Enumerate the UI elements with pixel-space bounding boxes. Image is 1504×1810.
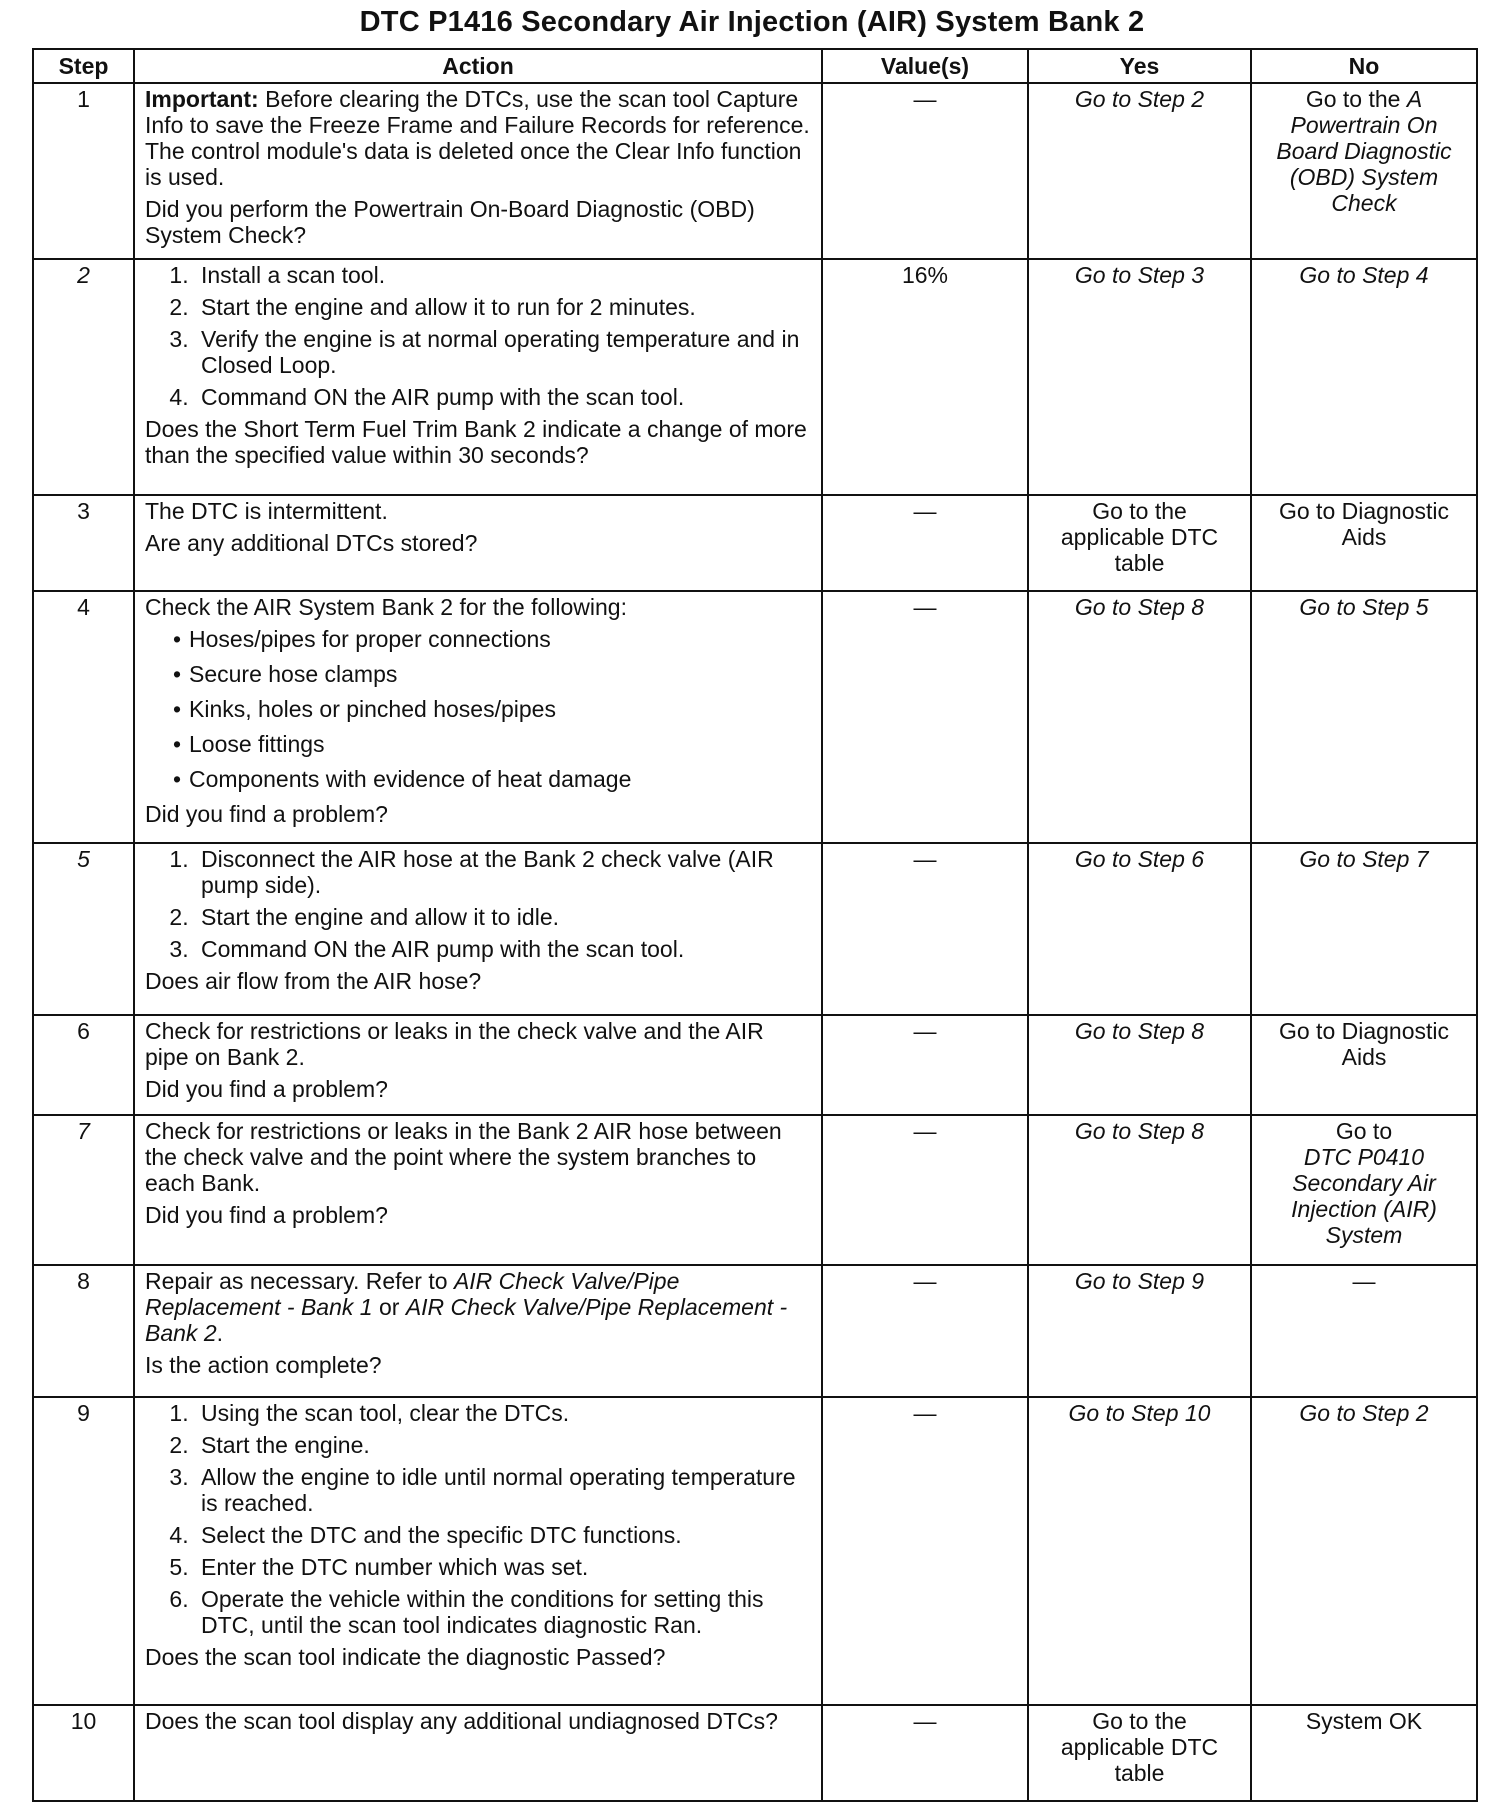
important-text: Before clearing the DTCs, use the scan tool Capture Info to save the Freeze Frame and Failure Records for reference. The control module's data is deleted once the Clear Info function is used. <box>145 86 810 190</box>
no-cell: System OK <box>1251 1705 1477 1801</box>
action-list <box>145 846 811 962</box>
action-cell <box>134 495 822 591</box>
table-row <box>33 495 1477 591</box>
value-cell: — <box>822 83 1028 259</box>
table-row <box>33 1115 1477 1265</box>
no-cell: Go to Diagnostic Aids <box>1251 1015 1477 1115</box>
action-list-item: 2. Start the engine and allow it to run for 2 minutes. <box>195 294 811 320</box>
action-list-item: 3. Command ON the AIR pump with the scan tool. <box>195 936 811 962</box>
step-number: 9 <box>33 1397 134 1705</box>
yes-cell: Go to the applicable DTC table <box>1028 1705 1251 1801</box>
action-question: Is the action complete? <box>145 1352 382 1378</box>
value-cell: — <box>822 1397 1028 1705</box>
table-row <box>33 1265 1477 1397</box>
action-list-item: 5. Enter the DTC number which was set. <box>195 1554 811 1580</box>
no-cell: Go to Diagnostic Aids <box>1251 495 1477 591</box>
step-number: 5 <box>33 843 134 1015</box>
yes-cell: Go to Step 10 <box>1028 1397 1251 1705</box>
action-cell <box>134 83 822 259</box>
yes-cell: Go to Step 6 <box>1028 843 1251 1015</box>
action-list <box>145 1400 811 1638</box>
value-cell: — <box>822 591 1028 843</box>
page-title: DTC P1416 Secondary Air Injection (AIR) System Bank 2 <box>359 6 1145 38</box>
action-cell <box>134 1265 822 1397</box>
value-cell: 16% <box>822 259 1028 495</box>
action-intro: Check the AIR System Bank 2 for the following: <box>145 594 627 620</box>
no-link: A Powertrain On Board Diagnostic (OBD) System Check <box>1276 86 1452 216</box>
action-cell <box>134 1015 822 1115</box>
checklist-item: • Hoses/pipes for proper connections <box>189 626 811 652</box>
action-cell <box>134 843 822 1015</box>
action-list-item: 4. Select the DTC and the specific DTC functions. <box>195 1522 811 1548</box>
table-row <box>33 83 1477 259</box>
no-prefix: Go to the <box>1305 86 1401 112</box>
action-list-item: 1. Install a scan tool. <box>195 262 811 288</box>
action-cell <box>134 259 822 495</box>
table-row <box>33 1705 1477 1801</box>
action-list-item: 6. Operate the vehicle within the conditions for setting this DTC, until the scan tool indicates diagnostic Ran. <box>195 1586 811 1638</box>
checklist-item: • Components with evidence of heat damage <box>189 766 811 792</box>
action-list-item: 1. Disconnect the AIR hose at the Bank 2 check valve (AIR pump side). <box>195 846 811 898</box>
no-cell: Go to Step 2 <box>1251 1397 1477 1705</box>
value-cell: — <box>822 843 1028 1015</box>
action-text: Check for restrictions or leaks in the Bank 2 AIR hose between the check valve and the point where the system branches to each Bank. <box>145 1118 782 1196</box>
no-cell <box>1251 83 1477 259</box>
important-note <box>145 86 811 190</box>
no-cell <box>1251 1115 1477 1265</box>
action-list <box>145 262 811 410</box>
step-number: 3 <box>33 495 134 591</box>
important-label: Important: <box>145 86 259 112</box>
checklist-item: • Secure hose clamps <box>189 661 811 687</box>
value-cell: — <box>822 495 1028 591</box>
action-question: Are any additional DTCs stored? <box>145 530 478 556</box>
no-cell: Go to Step 4 <box>1251 259 1477 495</box>
action-question: Does the scan tool display any additional undiagnosed DTCs? <box>145 1708 778 1734</box>
no-link: DTC P0410 Secondary Air Injection (AIR) System <box>1291 1144 1437 1248</box>
step-number: 4 <box>33 591 134 843</box>
action-cell <box>134 1397 822 1705</box>
action-question: Does the Short Term Fuel Trim Bank 2 indicate a change of more than the specified value within 30 seconds? <box>145 416 807 468</box>
action-list-item: 2. Start the engine and allow it to idle. <box>195 904 811 930</box>
step-number: 2 <box>33 259 134 495</box>
header-step: Step <box>33 49 134 83</box>
step-number: 6 <box>33 1015 134 1115</box>
action-question: Did you find a problem? <box>145 1202 388 1228</box>
action-cell <box>134 1705 822 1801</box>
action-question: Did you perform the Powertrain On-Board Diagnostic (OBD) System Check? <box>145 196 755 248</box>
value-cell: — <box>822 1115 1028 1265</box>
yes-cell: Go to Step 8 <box>1028 1015 1251 1115</box>
repair-text: Repair as necessary. Refer to <box>145 1268 454 1294</box>
action-list-item: 4. Command ON the AIR pump with the scan tool. <box>195 384 811 410</box>
value-cell: — <box>822 1705 1028 1801</box>
value-cell: — <box>822 1265 1028 1397</box>
action-text: The DTC is intermittent. <box>145 498 388 524</box>
action-cell <box>134 1115 822 1265</box>
table-header-row <box>33 49 1477 83</box>
yes-cell: Go to Step 8 <box>1028 1115 1251 1265</box>
action-list-item: 2. Start the engine. <box>195 1432 811 1458</box>
no-cell: — <box>1251 1265 1477 1397</box>
checklist-item: • Kinks, holes or pinched hoses/pipes <box>189 696 811 722</box>
action-question: Did you find a problem? <box>145 1076 388 1102</box>
value-cell: — <box>822 1015 1028 1115</box>
yes-cell: Go to the applicable DTC table <box>1028 495 1251 591</box>
table-row <box>33 843 1477 1015</box>
action-list-item: 1. Using the scan tool, clear the DTCs. <box>195 1400 811 1426</box>
repair-reference-link[interactable]: AIR Check Valve/Pipe Replacement - Bank 1 <box>145 1268 680 1320</box>
header-values: Value(s) <box>822 49 1028 83</box>
step-number: 1 <box>33 83 134 259</box>
header-action: Action <box>134 49 822 83</box>
no-cell: Go to Step 7 <box>1251 843 1477 1015</box>
step-number: 8 <box>33 1265 134 1397</box>
repair-reference-link[interactable]: AIR Check Valve/Pipe Replacement - Bank 2 <box>145 1294 788 1346</box>
action-question: Did you find a problem? <box>145 801 388 827</box>
repair-or: or <box>372 1294 406 1320</box>
checklist <box>145 626 811 792</box>
table-row <box>33 1015 1477 1115</box>
action-cell <box>134 591 822 843</box>
step-number: 10 <box>33 1705 134 1801</box>
step-number: 7 <box>33 1115 134 1265</box>
table-row <box>33 591 1477 843</box>
header-no: No <box>1251 49 1477 83</box>
action-question: Does air flow from the AIR hose? <box>145 968 482 994</box>
checklist-item: • Loose fittings <box>189 731 811 757</box>
action-text: Check for restrictions or leaks in the check valve and the AIR pipe on Bank 2. <box>145 1018 764 1070</box>
no-cell: Go to Step 5 <box>1251 591 1477 843</box>
no-prefix: Go to <box>1335 1118 1393 1144</box>
yes-cell: Go to Step 9 <box>1028 1265 1251 1397</box>
table-row <box>33 259 1477 495</box>
diagnostic-table <box>32 48 1478 1802</box>
repair-end: . <box>216 1320 223 1346</box>
action-list-item: 3. Verify the engine is at normal operating temperature and in Closed Loop. <box>195 326 811 378</box>
action-list-item: 3. Allow the engine to idle until normal operating temperature is reached. <box>195 1464 811 1516</box>
repair-instruction <box>145 1268 811 1346</box>
header-yes: Yes <box>1028 49 1251 83</box>
yes-cell: Go to Step 8 <box>1028 591 1251 843</box>
action-question: Does the scan tool indicate the diagnostic Passed? <box>145 1644 666 1670</box>
yes-cell: Go to Step 2 <box>1028 83 1251 259</box>
yes-cell: Go to Step 3 <box>1028 259 1251 495</box>
table-row <box>33 1397 1477 1705</box>
